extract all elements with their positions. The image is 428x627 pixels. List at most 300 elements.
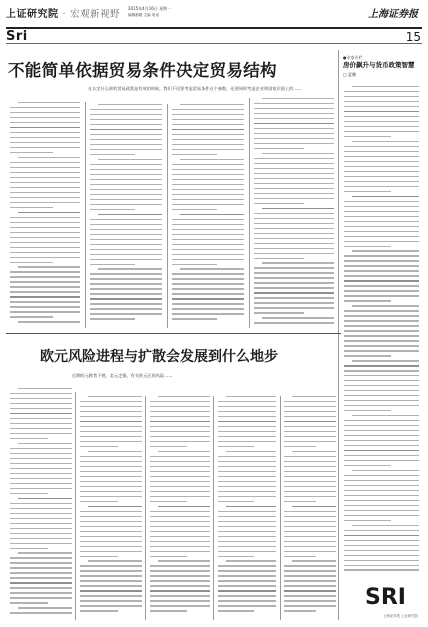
- text-line: [218, 565, 276, 566]
- text-line: [292, 506, 336, 507]
- text-line: [344, 345, 419, 346]
- text-line: [90, 174, 162, 175]
- text-line: [172, 234, 244, 235]
- text-line: [172, 124, 244, 125]
- text-line: [344, 246, 391, 247]
- text-line: [344, 96, 419, 97]
- text-line: [344, 355, 391, 356]
- text-line: [10, 493, 48, 494]
- text-line: [344, 495, 419, 496]
- text-line: [150, 481, 210, 482]
- footer-note: 上海证券报 上证研究院: [383, 614, 418, 618]
- text-line: [344, 475, 419, 476]
- text-line: [150, 431, 210, 432]
- section-name: 宏观新视野: [70, 9, 121, 20]
- text-line: [218, 526, 276, 527]
- text-line: [254, 258, 304, 259]
- text-line: [254, 307, 334, 308]
- text-line: [344, 405, 419, 406]
- text-line: [284, 496, 336, 497]
- text-line: [10, 137, 80, 138]
- text-line: [284, 511, 336, 512]
- text-line: [344, 430, 419, 431]
- text-line: [284, 411, 336, 412]
- text-line: [10, 247, 80, 248]
- text-line: [344, 440, 419, 441]
- text-line: [150, 605, 210, 606]
- text-line: [344, 330, 419, 331]
- text-line: [352, 360, 419, 361]
- column-rule: [167, 104, 168, 328]
- text-line: [218, 521, 276, 522]
- text-line: [80, 416, 142, 417]
- text-line: [10, 533, 72, 534]
- text-line: [10, 538, 72, 539]
- brand-separator: ·: [62, 9, 67, 20]
- text-line: [284, 461, 336, 462]
- text-line: [150, 446, 187, 447]
- text-line: [218, 575, 276, 576]
- text-line: [180, 159, 244, 160]
- text-line: [150, 521, 210, 522]
- text-line: [344, 335, 419, 336]
- text-line: [10, 503, 72, 504]
- text-line: [80, 536, 142, 537]
- text-line: [218, 411, 276, 412]
- text-line: [344, 126, 419, 127]
- text-line: [344, 280, 419, 281]
- text-line: [254, 228, 334, 229]
- text-line: [344, 265, 419, 266]
- page-number: 15: [405, 30, 421, 44]
- text-line: [10, 528, 72, 529]
- text-line: [10, 562, 72, 563]
- text-line: [352, 470, 419, 471]
- text-line: [284, 416, 336, 417]
- text-line: [172, 204, 244, 205]
- text-line: [284, 565, 336, 566]
- text-line: [150, 600, 210, 601]
- text-line: [90, 254, 162, 255]
- text-line: [254, 297, 334, 298]
- text-line: [80, 411, 142, 412]
- text-line: [80, 605, 142, 606]
- text-line: [10, 187, 80, 188]
- text-line: [90, 154, 135, 155]
- column-rule: [213, 396, 214, 620]
- text-line: [254, 253, 334, 254]
- text-line: [218, 426, 276, 427]
- text-line: [172, 259, 244, 260]
- paper-name: 上海证券报: [368, 9, 418, 20]
- text-line: [18, 607, 72, 608]
- text-line: [150, 476, 210, 477]
- text-line: [284, 491, 336, 492]
- text-line: [90, 219, 162, 220]
- text-line: [172, 249, 244, 250]
- text-line: [344, 231, 419, 232]
- text-line: [352, 141, 419, 142]
- text-line: [10, 587, 72, 588]
- sidebar-kicker: ●专家专栏: [343, 55, 363, 60]
- text-line: [262, 317, 334, 318]
- text-line: [98, 214, 162, 215]
- text-line: [344, 569, 419, 570]
- text-line: [18, 443, 72, 444]
- text-line: [254, 173, 334, 174]
- subhead-rule: [6, 43, 422, 44]
- text-line: [284, 476, 336, 477]
- text-line: [172, 303, 244, 304]
- text-line: [90, 109, 162, 110]
- text-line: [254, 113, 334, 114]
- issue-date: 2015年4月16日 星期一: [128, 6, 172, 11]
- text-line: [344, 156, 419, 157]
- text-line: [254, 248, 334, 249]
- text-line: [284, 466, 336, 467]
- text-line: [344, 320, 419, 321]
- text-line: [150, 416, 210, 417]
- column-tag: Sri: [6, 29, 28, 44]
- text-line: [150, 406, 210, 407]
- text-line: [344, 136, 391, 137]
- text-line: [254, 188, 334, 189]
- text-line: [254, 178, 334, 179]
- article1-column-1: [10, 102, 80, 328]
- sidebar-title: 房价飙升与货币政策智慧: [343, 61, 415, 69]
- text-line: [150, 421, 210, 422]
- text-line: [10, 257, 80, 258]
- text-line: [254, 238, 334, 239]
- text-line: [344, 171, 419, 172]
- text-line: [90, 293, 162, 294]
- text-line: [172, 239, 244, 240]
- text-line: [150, 585, 210, 586]
- text-line: [172, 209, 217, 210]
- text-line: [172, 288, 244, 289]
- text-line: [254, 322, 334, 323]
- text-line: [254, 287, 334, 288]
- text-line: [150, 546, 210, 547]
- text-line: [254, 123, 334, 124]
- text-line: [344, 181, 419, 182]
- text-line: [90, 318, 135, 319]
- text-line: [10, 182, 80, 183]
- text-line: [218, 486, 276, 487]
- text-line: [344, 510, 419, 511]
- text-line: [10, 403, 72, 404]
- text-line: [90, 278, 162, 279]
- text-line: [344, 91, 419, 92]
- masthead: [6, 4, 422, 24]
- text-line: [352, 196, 419, 197]
- text-line: [284, 406, 336, 407]
- text-line: [172, 308, 244, 309]
- text-line: [90, 239, 162, 240]
- text-line: [284, 501, 316, 502]
- text-line: [90, 303, 162, 304]
- text-line: [284, 481, 336, 482]
- text-line: [18, 102, 80, 103]
- text-line: [284, 436, 336, 437]
- text-line: [254, 143, 334, 144]
- text-line: [150, 461, 210, 462]
- text-line: [344, 221, 419, 222]
- text-line: [254, 203, 304, 204]
- text-line: [284, 585, 336, 586]
- text-line: [10, 453, 72, 454]
- text-line: [284, 590, 336, 591]
- text-line: [150, 575, 210, 576]
- text-line: [254, 282, 334, 283]
- text-line: [10, 286, 80, 287]
- text-line: [10, 147, 80, 148]
- text-line: [218, 546, 276, 547]
- text-line: [344, 290, 419, 291]
- text-line: [344, 241, 419, 242]
- text-line: [18, 552, 72, 553]
- text-line: [80, 456, 142, 457]
- text-line: [150, 531, 210, 532]
- text-line: [344, 216, 419, 217]
- text-line: [80, 610, 118, 611]
- text-line: [10, 112, 80, 113]
- text-line: [344, 121, 419, 122]
- text-line: [284, 516, 336, 517]
- text-line: [158, 506, 210, 507]
- text-line: [90, 119, 162, 120]
- text-line: [150, 610, 187, 611]
- text-line: [80, 436, 142, 437]
- text-line: [10, 316, 53, 317]
- text-line: [90, 194, 162, 195]
- text-line: [284, 556, 316, 557]
- text-line: [284, 486, 336, 487]
- text-line: [18, 266, 80, 267]
- text-line: [80, 551, 142, 552]
- text-line: [352, 86, 419, 87]
- text-line: [10, 242, 80, 243]
- text-line: [10, 448, 72, 449]
- text-line: [172, 224, 244, 225]
- text-line: [262, 262, 334, 263]
- text-line: [172, 313, 244, 314]
- text-line: [218, 456, 276, 457]
- text-line: [10, 577, 72, 578]
- text-line: [90, 129, 162, 130]
- text-line: [284, 600, 336, 601]
- text-line: [218, 556, 254, 557]
- text-line: [150, 526, 210, 527]
- text-line: [10, 543, 72, 544]
- text-line: [90, 273, 162, 274]
- text-line: [218, 541, 276, 542]
- text-line: [80, 595, 142, 596]
- sidebar-byline: □ 夏鹏: [343, 72, 357, 77]
- text-line: [10, 413, 72, 414]
- text-line: [10, 418, 72, 419]
- text-line: [218, 441, 276, 442]
- article2-column-1: [10, 388, 72, 620]
- text-line: [352, 250, 419, 251]
- text-line: [10, 408, 72, 409]
- text-line: [344, 295, 419, 296]
- masthead-rule: [6, 27, 422, 29]
- text-line: [90, 259, 162, 260]
- text-line: [344, 350, 419, 351]
- text-line: [344, 485, 419, 486]
- text-line: [254, 277, 334, 278]
- text-line: [172, 283, 244, 284]
- text-line: [218, 605, 276, 606]
- text-line: [226, 506, 276, 507]
- text-line: [344, 340, 419, 341]
- text-line: [150, 551, 210, 552]
- column-rule: [75, 392, 76, 620]
- section-divider: [6, 333, 341, 334]
- article2-column-5: [284, 396, 336, 620]
- text-line: [88, 506, 142, 507]
- text-line: [344, 131, 419, 132]
- text-line: [172, 134, 244, 135]
- text-line: [292, 396, 336, 397]
- text-line: [10, 393, 72, 394]
- text-line: [10, 311, 80, 312]
- text-line: [10, 478, 72, 479]
- text-line: [254, 213, 334, 214]
- text-line: [90, 229, 162, 230]
- text-line: [218, 461, 276, 462]
- text-line: [10, 602, 48, 603]
- text-line: [218, 531, 276, 532]
- text-line: [10, 237, 80, 238]
- text-line: [344, 236, 419, 237]
- text-line: [10, 433, 72, 434]
- text-line: [80, 476, 142, 477]
- text-line: [10, 572, 72, 573]
- text-line: [150, 491, 210, 492]
- text-line: [90, 264, 135, 265]
- text-line: [254, 302, 334, 303]
- text-line: [218, 501, 254, 502]
- article1-headline: 不能简单依据贸易条件决定贸易结构: [8, 61, 277, 80]
- text-line: [80, 521, 142, 522]
- text-line: [172, 278, 244, 279]
- text-line: [88, 396, 142, 397]
- article2-column-4: [218, 396, 276, 620]
- text-line: [344, 455, 419, 456]
- text-line: [80, 565, 142, 566]
- text-line: [344, 410, 391, 411]
- text-line: [254, 198, 334, 199]
- article1-column-3: [172, 104, 244, 328]
- text-line: [10, 523, 72, 524]
- text-line: [284, 575, 336, 576]
- text-line: [344, 226, 419, 227]
- text-line: [98, 159, 162, 160]
- text-line: [218, 471, 276, 472]
- text-line: [10, 122, 80, 123]
- text-line: [90, 204, 162, 205]
- text-line: [262, 208, 334, 209]
- text-line: [18, 212, 80, 213]
- text-line: [218, 481, 276, 482]
- text-line: [10, 162, 80, 163]
- text-line: [150, 570, 210, 571]
- text-line: [90, 244, 162, 245]
- text-line: [80, 441, 142, 442]
- text-line: [172, 189, 244, 190]
- text-line: [218, 511, 276, 512]
- text-line: [80, 426, 142, 427]
- text-line: [172, 144, 244, 145]
- text-line: [90, 298, 162, 299]
- text-line: [80, 511, 142, 512]
- text-line: [172, 293, 244, 294]
- text-line: [80, 526, 142, 527]
- text-line: [10, 167, 80, 168]
- article2-column-2: [80, 396, 142, 620]
- text-line: [344, 420, 419, 421]
- text-line: [344, 370, 419, 371]
- text-line: [150, 565, 210, 566]
- text-line: [344, 535, 419, 536]
- article2-lede: 近期欧元跌势下挫，美元走强，有关欧元区的风险……: [72, 373, 173, 378]
- text-line: [344, 161, 419, 162]
- text-line: [344, 166, 419, 167]
- text-line: [10, 152, 53, 153]
- text-line: [10, 463, 72, 464]
- text-line: [344, 255, 419, 256]
- text-line: [254, 118, 334, 119]
- text-line: [10, 262, 53, 263]
- text-line: [352, 305, 419, 306]
- text-line: [150, 590, 210, 591]
- article1-lede: 在认定什么样的贸易政策是有效的时候，我们不仅要考虑贸易条件这个参数，还要同时考虑企业和国家层面上的……: [88, 86, 302, 91]
- issue-contacts: 编辑邮箱 主编 电话: [128, 13, 160, 17]
- text-line: [10, 488, 72, 489]
- text-line: [10, 518, 72, 519]
- text-line: [10, 398, 72, 399]
- article2-column-3: [150, 396, 210, 620]
- text-line: [80, 461, 142, 462]
- text-line: [10, 548, 48, 549]
- text-line: [344, 201, 419, 202]
- text-line: [10, 291, 80, 292]
- text-line: [10, 458, 72, 459]
- text-line: [344, 116, 419, 117]
- text-line: [90, 114, 162, 115]
- text-line: [90, 149, 162, 150]
- text-line: [344, 191, 391, 192]
- text-line: [10, 301, 80, 302]
- text-line: [80, 556, 118, 557]
- text-line: [10, 197, 80, 198]
- text-line: [254, 272, 334, 273]
- text-line: [254, 148, 304, 149]
- text-line: [150, 466, 210, 467]
- text-line: [80, 570, 142, 571]
- text-line: [344, 300, 391, 301]
- text-line: [90, 249, 162, 250]
- text-line: [284, 580, 336, 581]
- text-line: [10, 513, 72, 514]
- text-line: [150, 471, 210, 472]
- text-line: [172, 254, 244, 255]
- text-line: [150, 511, 210, 512]
- text-line: [150, 556, 187, 557]
- text-line: [344, 515, 419, 516]
